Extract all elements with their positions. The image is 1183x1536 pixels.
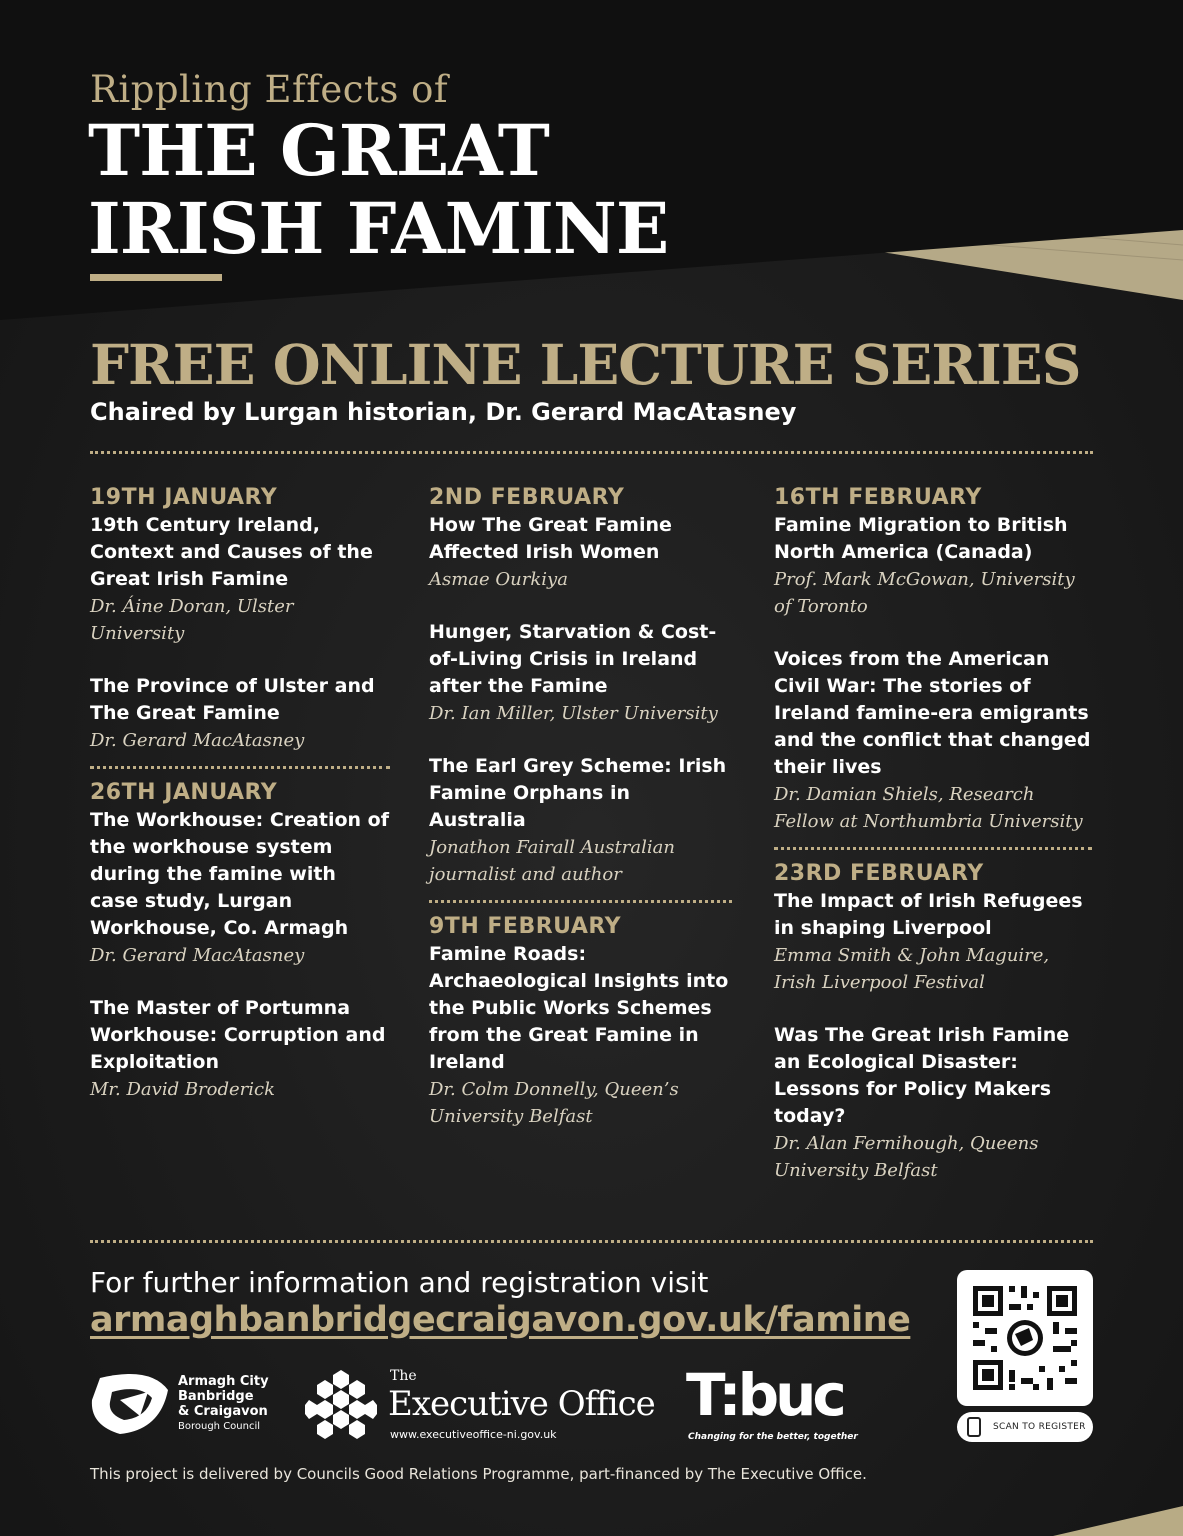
lecture-title: Was The Great Irish Famine an Ecological Disaster: Lessons for Policy Makers today? bbox=[774, 1024, 1070, 1127]
executive-office-logo-icon bbox=[305, 1368, 377, 1442]
lecture-column-2 bbox=[429, 484, 732, 1130]
lecture-speaker: Emma Smith & John Maguire, Irish Liverpool Festival bbox=[774, 945, 1050, 993]
tbuc-tagline: Changing for the better, together bbox=[688, 1432, 858, 1442]
council-name-line: & Craigavon bbox=[178, 1404, 268, 1419]
scan-to-register-button[interactable] bbox=[957, 1412, 1093, 1442]
lecture-speaker: Dr. Damian Shiels, Research Fellow at Northumbria University bbox=[774, 784, 1083, 832]
lecture-column-1 bbox=[90, 484, 390, 1103]
scan-label: SCAN TO REGISTER bbox=[993, 1422, 1086, 1432]
qr-code[interactable] bbox=[957, 1270, 1093, 1406]
divider-top bbox=[90, 451, 1093, 454]
lecture-title: Famine Migration to British North America (Canada) bbox=[774, 514, 1068, 563]
phone-icon bbox=[967, 1417, 981, 1437]
council-logo-text bbox=[178, 1374, 269, 1434]
exec-office-url: www.executiveoffice-ni.gov.uk bbox=[390, 1428, 557, 1441]
lecture-title: The Province of Ulster and The Great Famine bbox=[90, 675, 375, 724]
lecture-title: The Master of Portumna Workhouse: Corruption and Exploitation bbox=[90, 997, 386, 1073]
date-heading: 16TH FEBRUARY bbox=[774, 485, 982, 510]
title-line-2: IRISH FAMINE bbox=[88, 187, 669, 270]
lecture-speaker: Dr. Gerard MacAtasney bbox=[90, 945, 305, 966]
lecture-title: Hunger, Starvation & Cost-of-Living Crisis in Ireland after the Famine bbox=[429, 621, 717, 697]
subtitle: Rippling Effects of bbox=[90, 68, 449, 111]
lecture-title: The Earl Grey Scheme: Irish Famine Orphans in Australia bbox=[429, 755, 727, 831]
lecture-speaker: Dr. Ian Miller, Ulster University bbox=[429, 703, 718, 724]
lecture-speaker: Dr. Colm Donnelly, Queen’s University Belfast bbox=[429, 1079, 679, 1127]
series-heading: FREE ONLINE LECTURE SERIES bbox=[90, 332, 1081, 397]
council-name-line: Armagh City bbox=[178, 1374, 269, 1389]
council-name-line: Banbridge bbox=[178, 1389, 254, 1404]
council-sub: Borough Council bbox=[178, 1421, 261, 1432]
council-logo-icon bbox=[90, 1370, 172, 1436]
tbuc-logo: T:buc bbox=[686, 1361, 843, 1429]
date-heading: 9TH FEBRUARY bbox=[429, 914, 622, 939]
chaired-by: Chaired by Lurgan historian, Dr. Gerard MacAtasney bbox=[90, 398, 797, 426]
lecture-title: The Workhouse: Creation of the workhouse system during the famine with case study, Lurgan Workhouse, Co. Armagh bbox=[90, 809, 389, 939]
lecture-title: The Impact of Irish Refugees in shaping Liverpool bbox=[774, 890, 1083, 939]
lecture-speaker: Dr. Gerard MacAtasney bbox=[90, 730, 305, 751]
lecture-title: Voices from the American Civil War: The stories of Ireland famine-era emigrants and the conflict that changed their lives bbox=[774, 648, 1091, 778]
date-heading: 2ND FEBRUARY bbox=[429, 485, 625, 510]
divider-bottom bbox=[90, 1240, 1093, 1243]
lecture-speaker: Jonathon Fairall Australian journalist and author bbox=[429, 837, 675, 885]
date-heading: 23RD FEBRUARY bbox=[774, 861, 984, 886]
lecture-title: Famine Roads: Archaeological Insights into the Public Works Schemes from the Great Famine in Ireland bbox=[429, 943, 729, 1073]
lecture-speaker: Dr. Áine Doran, Ulster University bbox=[90, 596, 294, 644]
corner-accent bbox=[1053, 1506, 1183, 1536]
footer-note: This project is delivered by Councils Good Relations Programme, part-financed by The Executive Office. bbox=[90, 1465, 867, 1483]
lecture-speaker: Asmae Ourkiya bbox=[429, 569, 568, 590]
lecture-speaker: Mr. David Broderick bbox=[90, 1079, 276, 1100]
lecture-title: 19th Century Ireland, Context and Causes of the Great Irish Famine bbox=[90, 514, 373, 590]
date-heading: 19TH JANUARY bbox=[90, 485, 278, 510]
main-title bbox=[88, 109, 669, 270]
lecture-title: How The Great Famine Affected Irish Women bbox=[429, 514, 672, 563]
lecture-speaker: Dr. Alan Fernihough, Queens University Belfast bbox=[774, 1133, 1039, 1181]
exec-office-name: Executive Office bbox=[388, 1384, 655, 1424]
lecture-column-3 bbox=[774, 484, 1094, 1184]
title-line-1: THE GREAT bbox=[88, 109, 549, 192]
date-heading: 26TH JANUARY bbox=[90, 780, 278, 805]
lecture-speaker: Prof. Mark McGowan, University of Toronto bbox=[774, 569, 1075, 617]
registration-link[interactable]: armaghbanbridgecraigavon.gov.uk/famine bbox=[90, 1300, 911, 1340]
exec-office-the: The bbox=[390, 1368, 417, 1384]
qr-code-icon bbox=[957, 1270, 1093, 1406]
info-text: For further information and registration visit bbox=[90, 1266, 709, 1299]
title-rule bbox=[90, 274, 222, 281]
